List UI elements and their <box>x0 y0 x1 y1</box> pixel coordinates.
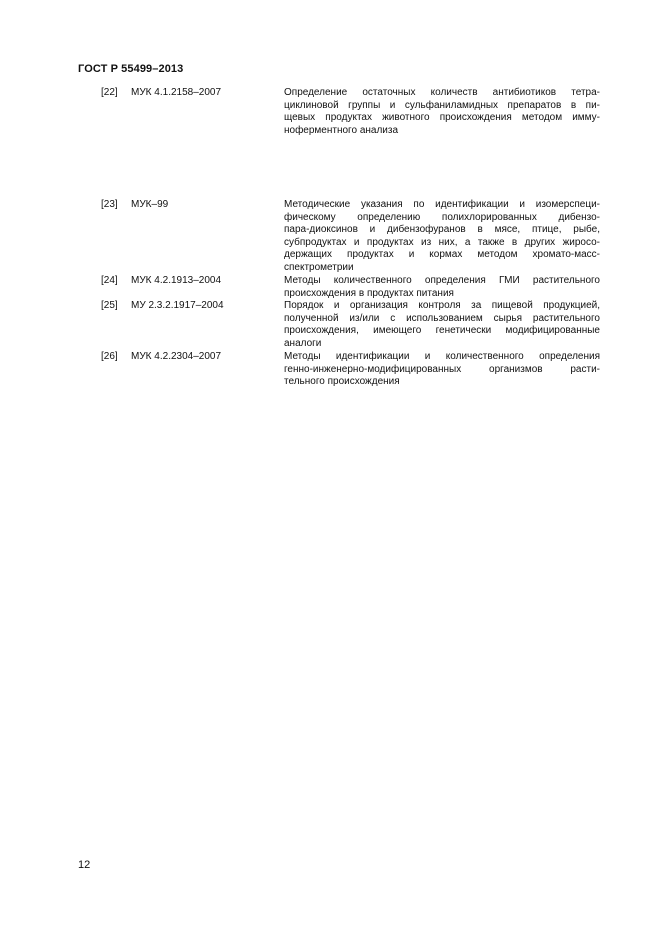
reference-title-line: Методические указания по идентификации и изомерспеци- <box>284 199 600 210</box>
reference-title <box>284 275 600 300</box>
reference-title-line: фическому определению полихлорированных дибензо- <box>284 211 600 223</box>
reference-title <box>284 199 600 274</box>
reference-code: МУК 4.2.2304–2007 <box>131 351 222 362</box>
reference-code: МУК 4.1.2158–2007 <box>131 87 222 98</box>
reference-number: [24] <box>101 275 118 286</box>
reference-number: [23] <box>101 199 118 210</box>
reference-title-line: щевых продуктах животного происхождения методом имму- <box>284 112 600 123</box>
reference-title <box>284 300 600 350</box>
reference-title-line: держащих продуктах и кормах методом хромато-масс- <box>284 249 600 260</box>
reference-title-line: генно-инженерно-модифицированных организмов расти- <box>284 363 600 375</box>
reference-title-line: Методы количественного определения ГМИ растительного <box>284 275 600 286</box>
reference-title-line: происхождения, имеющего генетически модифицированные <box>284 325 600 336</box>
reference-title-line: тельного происхождения <box>284 376 400 387</box>
reference-title <box>284 351 600 389</box>
document-header: ГОСТ Р 55499–2013 <box>78 63 184 75</box>
reference-code: МУ 2.3.2.1917–2004 <box>131 300 224 311</box>
reference-title-line: Определение остаточных количеств антибиотиков тетра- <box>284 87 600 98</box>
reference-number: [26] <box>101 351 118 362</box>
reference-title-line: пара-диоксинов и дибензофуранов в мясе, птице, рыбе, <box>284 224 600 235</box>
page-number: 12 <box>78 859 91 871</box>
reference-title-line: спектрометрии <box>284 261 354 273</box>
reference-code: МУК–99 <box>131 199 169 210</box>
reference-title-line: аналоги <box>284 337 322 349</box>
reference-title-line: ноферментного анализа <box>284 124 399 136</box>
reference-title-line: полученной из/или с использованием сырья растительного <box>284 312 600 324</box>
reference-title-line: Методы идентификации и количественного определения <box>284 351 600 362</box>
reference-title-line: Порядок и организация контроля за пищевой продукцией, <box>284 300 600 311</box>
reference-title-line: циклиновой группы и сульфаниламидных препаратов в пи- <box>284 99 600 111</box>
reference-number: [25] <box>101 300 118 311</box>
reference-title-line: происхождения в продуктах питания <box>284 287 454 299</box>
reference-title-line: субпродуктах и продуктах из них, а также в других жиросо- <box>284 236 600 248</box>
reference-title <box>284 87 600 137</box>
reference-number: [22] <box>101 87 118 98</box>
reference-code: МУК 4.2.1913–2004 <box>131 275 222 286</box>
